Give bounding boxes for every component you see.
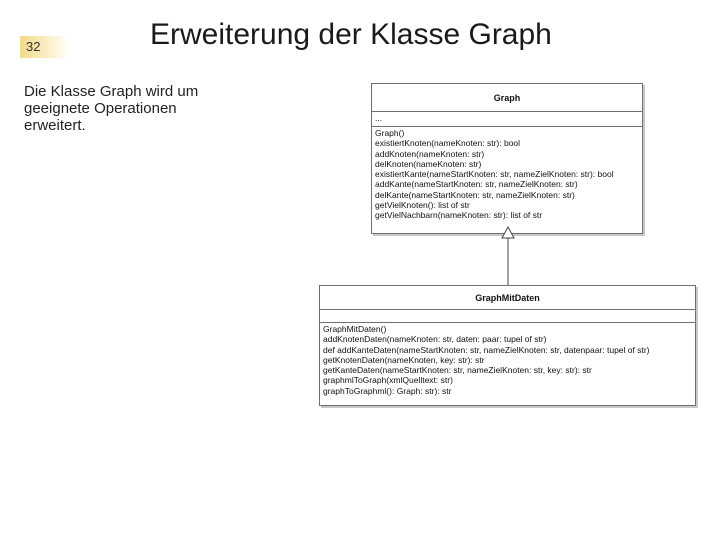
class-operation: existiertKnoten(nameKnoten: str): bool <box>375 138 521 149</box>
class-operation: existiertKante(nameStartKnoten: str, nameZielKnoten: str): bool <box>375 169 614 180</box>
class-operations <box>372 127 642 221</box>
body-text-line: geeignete Operationen <box>24 100 177 117</box>
class-operation: getVielNachbarn(nameKnoten: str): list of str <box>375 210 543 221</box>
body-text <box>24 83 224 134</box>
inheritance-arrow <box>495 226 525 288</box>
class-operation: getVielKnoten(): list of str <box>375 200 470 211</box>
body-text-line: Die Klasse Graph wird um <box>24 83 199 100</box>
class-operation: GraphMitDaten() <box>323 324 387 334</box>
class-operation: def addKanteDaten(nameStartKnoten: str, nameZielKnoten: str, datenpaar: tupel of str) <box>323 344 650 355</box>
body-text-line: erweitert. <box>24 117 86 134</box>
uml-class-graph-mit-daten <box>319 285 696 406</box>
class-operation: getKnotenDaten(nameKnoten, key: str): str <box>323 354 485 365</box>
slide-title: Erweiterung der Klasse Graph <box>150 18 552 51</box>
class-operation: getKanteDaten(nameStartKnoten: str, nameZielKnoten: str, key: str): str <box>323 365 592 376</box>
class-operation: delKnoten(nameKnoten: str) <box>375 158 482 169</box>
class-operation: graphmlToGraph(xmlQuelltext: str) <box>323 375 453 386</box>
inheritance-arrowhead <box>502 227 514 238</box>
class-operation: delKante(nameStartKnoten: str, nameZielKnoten: str) <box>375 189 575 200</box>
class-operation: Graph() <box>375 128 405 138</box>
class-operation: addKnoten(nameKnoten: str) <box>375 148 485 159</box>
class-operations <box>320 323 695 396</box>
class-attributes: ... <box>372 112 642 127</box>
class-operation: addKante(nameStartKnoten: str, nameZielKnoten: str) <box>375 179 578 190</box>
class-name: GraphMitDaten <box>320 286 695 310</box>
class-name: Graph <box>372 84 642 112</box>
uml-class-graph <box>371 83 643 234</box>
class-operation: addKnotenDaten(nameKnoten: str, daten: paar: tupel of str) <box>323 334 547 345</box>
slide-number: 32 <box>20 36 70 58</box>
class-operation: graphToGraphml(): Graph: str): str <box>323 385 452 396</box>
class-attributes <box>320 310 695 323</box>
